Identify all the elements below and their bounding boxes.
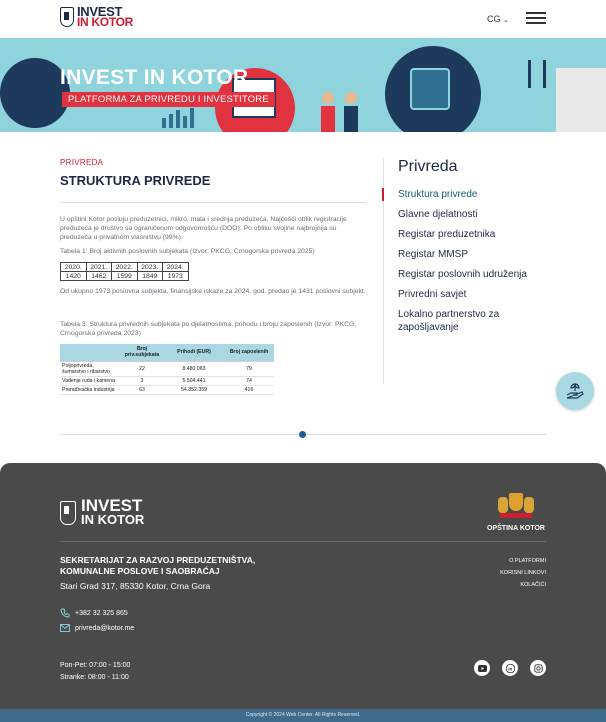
table-cell: 3 <box>120 376 164 385</box>
copyright-bar: Copyright © 2024 Web Center. All Rights Reserved. <box>0 709 606 722</box>
youtube-icon[interactable] <box>474 660 490 676</box>
footer-divider <box>60 541 546 542</box>
safe-illustration <box>410 68 450 110</box>
table-header-row <box>60 344 274 361</box>
table-cell: 1462 <box>86 272 112 281</box>
table-cell: 74 <box>224 376 274 385</box>
table-header <box>60 344 120 361</box>
footer-link-korisni-linkovi[interactable]: KORISNI LINKOVI <box>500 570 546 576</box>
organization-name <box>60 555 255 577</box>
table-header: Broj priv.subjekata <box>120 344 164 361</box>
banner-subtitle: PLATFORMA ZA PRIVREDU I INVESTITORE <box>62 92 275 107</box>
email-address: privreda@kotor.me <box>75 624 135 632</box>
linkedin-icon[interactable] <box>502 660 518 676</box>
site-header <box>0 0 606 38</box>
table-header: Broj zaposlenih <box>224 344 274 361</box>
organization-line1: SEKRETARIJAT ZA RAZVOJ PREDUZETNIŠTVA, <box>60 555 256 565</box>
floating-help-button[interactable] <box>556 372 594 410</box>
municipality-label: OPŠTINA KOTOR <box>487 525 545 532</box>
sidebar-item-registar-udruzenja[interactable]: Registar poslovnih udruženja <box>398 269 527 280</box>
site-logo[interactable] <box>60 6 133 28</box>
hand-plant-icon <box>565 382 585 400</box>
table-cell: 22 <box>120 361 164 376</box>
working-hours <box>60 660 130 684</box>
phone-number: +382 32 325 865 <box>75 609 128 617</box>
sidebar <box>398 158 558 341</box>
sidebar-item-registar-mmsp[interactable]: Registar MMSP <box>398 249 469 260</box>
footer-links <box>500 555 546 591</box>
table-cell: 79 <box>224 361 274 376</box>
organization-line2: KOMUNALNE POSLOVE I SAOBRAĆAJ <box>60 566 220 576</box>
table-cell: 2024. <box>163 263 189 272</box>
table-row <box>60 361 274 376</box>
hourglass-illustration <box>528 60 546 88</box>
phone-contact[interactable] <box>60 608 128 618</box>
title-divider <box>60 202 366 203</box>
table-cell: 2022. <box>112 263 138 272</box>
table-cell: 2021. <box>86 263 112 272</box>
table-cell: 54.852.359 <box>164 385 224 394</box>
language-label: CG <box>487 14 501 24</box>
bar-chart-illustration <box>160 106 200 128</box>
phone-icon <box>60 608 70 618</box>
sidebar-item-lokalno-partnerstvo[interactable]: Lokalno partnerstvo za zapošljavanje <box>398 309 500 333</box>
mail-icon <box>60 624 70 632</box>
page-title: STRUKTURA PRIVREDE <box>60 173 211 188</box>
table-cell: Vađenje ruda i kamena <box>60 376 120 385</box>
email-contact[interactable] <box>60 624 134 632</box>
logo-shield-icon <box>60 7 74 27</box>
language-selector[interactable] <box>487 14 509 24</box>
table-cell: 8.480.063 <box>164 361 224 376</box>
site-footer <box>0 463 606 709</box>
table-cell: 1973 <box>163 272 189 281</box>
footer-logo[interactable] <box>60 498 144 527</box>
footer-link-o-platformi[interactable]: O PLATFORMI <box>509 558 546 564</box>
summary-paragraph: Od ukupno 1973 poslovna subjekta, finansijske iskaze za 2024. god. predao je 1431 poslovni subjekt. <box>60 288 366 295</box>
hours-line2: Stranke: 08:00 - 11:00 <box>60 674 129 681</box>
banner-title: INVEST IN KOTOR <box>60 66 249 89</box>
table-cell: 1849 <box>137 272 163 281</box>
people-illustration <box>318 86 364 132</box>
article <box>60 158 366 395</box>
table3-caption: Tabela 3: Struktura privrednih subjekata po djelatnostima, prihodu i broju zaposlenih (Izvor: PKCG, Crnogorska privreda 2023) <box>60 321 357 337</box>
logo-line2: IN KOTOR <box>77 15 134 29</box>
table-row <box>60 376 274 385</box>
hours-line1: Pon-Pet: 07:00 - 15:00 <box>60 662 131 669</box>
table-cell: 1420 <box>61 272 87 281</box>
sidebar-item-registar-preduzetnika[interactable]: Registar preduzetnika <box>398 229 496 240</box>
sector-structure-table <box>60 344 274 395</box>
sidebar-title: Privreda <box>398 158 458 175</box>
sidebar-item-struktura-privrede[interactable]: Struktura privrede <box>398 188 558 201</box>
footer-logo-line2: IN KOTOR <box>81 512 145 527</box>
address: Stari Grad 317, 85330 Kotor, Crna Gora <box>60 581 211 591</box>
table-cell: 1599 <box>112 272 138 281</box>
article-category: PRIVREDA <box>60 158 104 167</box>
table-row <box>60 385 274 394</box>
table-cell: 63 <box>120 385 164 394</box>
footer-logo-line1: INVEST <box>81 496 143 515</box>
instagram-icon[interactable] <box>530 660 546 676</box>
footer-link-kolacici[interactable]: KOLAČIĆI <box>520 582 546 588</box>
table-cell: 416 <box>224 385 274 394</box>
table-cell: 2020. <box>61 263 87 272</box>
table-header: Prihodi (EUR) <box>164 344 224 361</box>
sidebar-item-privredni-savjet[interactable]: Privredni savjet <box>398 289 467 300</box>
municipality-logo[interactable] <box>486 491 546 532</box>
table-cell: 2023. <box>137 263 163 272</box>
table-cell: 5.504.441 <box>164 376 224 385</box>
social-links <box>474 660 558 676</box>
table-row <box>61 263 189 272</box>
sidebar-item-glavne-djelatnosti[interactable]: Glavne djelatnosti <box>398 209 478 220</box>
logo-line1: INVEST <box>77 4 123 19</box>
table-cell: Prerađivačka industrija <box>60 385 120 394</box>
table-row <box>61 272 189 281</box>
table1-caption: Tabela 1: Broj aktivnih poslovnih subjekata (Izvor: PKCG, Crnogorska privreda 2025) <box>60 248 315 255</box>
active-subjects-table <box>60 262 189 281</box>
intro-paragraph: U opštini Kotor posluju preduzetnici, mikro, mala i srednja preduzeća. Najčešći oblik registracije preduzeća je društvo sa ograničenom odgovornošću (DOO). Po obliku svojine najbrojnija su preduzeća u privatnom vlasništvu (99%). <box>60 216 347 241</box>
crest-icon <box>496 491 536 521</box>
logo-shield-icon <box>60 501 76 525</box>
hamburger-icon[interactable] <box>526 12 546 24</box>
chevron-down-icon: ⌄ <box>503 17 509 24</box>
slider-dot[interactable] <box>299 431 306 438</box>
hero-banner <box>0 38 606 132</box>
table-cell: Poljoprivreda, šumarstvo i ribarstvo <box>60 361 120 376</box>
svg-text:in: in <box>507 665 512 671</box>
